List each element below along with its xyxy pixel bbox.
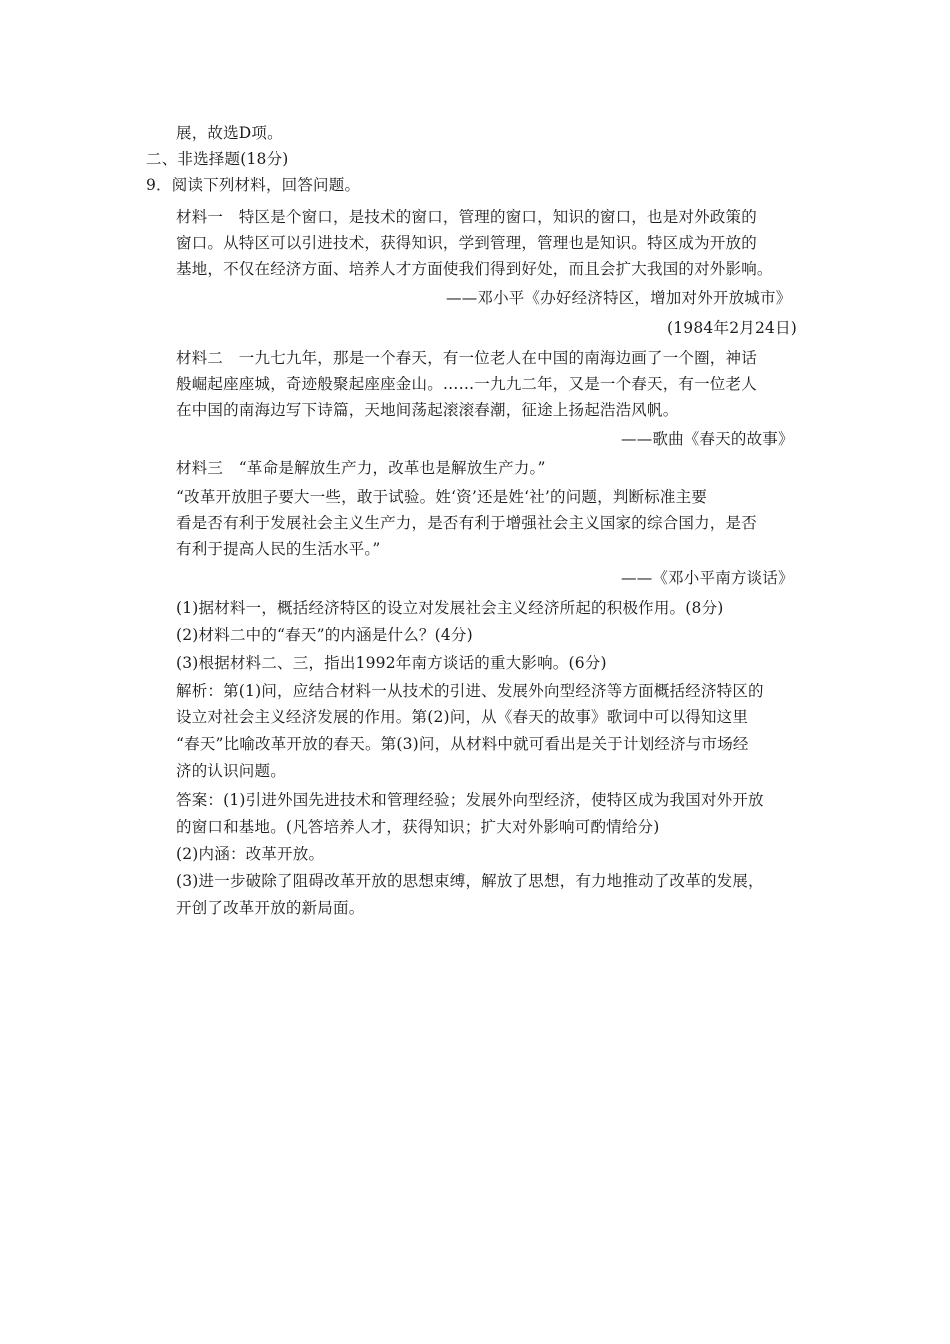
material-one-line: 窗口。从特区可以引进技术，获得知识，学到管理，管理也是知识。特区成为开放的 — [176, 234, 757, 252]
material-three-line: 材料三 “革命是解放生产力，改革也是解放生产力。” — [176, 459, 546, 477]
answer-line: (2)内涵：改革开放。 — [176, 845, 325, 863]
analysis-line: 解析：第(1)问，应结合材料一从技术的引进、发展外向型经济等方面概括经济特区的 — [176, 682, 764, 700]
sub-question-1: (1)据材料一，概括经济特区的设立对发展社会主义经济所起的积极作用。(8分) — [176, 599, 724, 617]
analysis-line: “春天”比喻改革开放的春天。第(3)问，从材料中就可看出是关于计划经济与市场经 — [176, 735, 749, 753]
material-one-date: (1984年2月24日) — [667, 319, 798, 337]
answer-line: 的窗口和基地。(凡答培养人才，获得知识；扩大对外影响可酌情给分) — [176, 818, 660, 836]
question-stem: 9．阅读下列材料，回答问题。 — [146, 176, 361, 194]
answer-line: 开创了改革开放的新局面。 — [176, 899, 365, 917]
material-two-line: 在中国的南海边写下诗篇，天地间荡起滚滚春潮，征途上扬起浩浩风帆。 — [176, 401, 679, 419]
material-three-line: 有利于提高人民的生活水平。” — [176, 540, 381, 558]
material-two-line: 材料二 一九七九年，那是一个春天，有一位老人在中国的南海边画了一个圈，神话 — [176, 349, 757, 367]
material-one-source: ——邓小平《办好经济特区，增加对外开放城市》 — [446, 289, 792, 307]
answer-line: 答案：(1)引进外国先进技术和管理经验；发展外向型经济，使特区成为我国对外开放 — [176, 791, 764, 809]
analysis-line: 济的认识问题。 — [176, 762, 286, 780]
section-heading: 二、非选择题(18分) — [146, 150, 289, 168]
material-two-line: 般崛起座座城，奇迹般聚起座座金山。……一九九二年，又是一个春天，有一位老人 — [176, 375, 757, 393]
answer-line: (3)进一步破除了阻碍改革开放的思想束缚，解放了思想，有力地推动了改革的发展， — [176, 872, 764, 890]
sub-question-2: (2)材料二中的“春天”的内涵是什么？(4分) — [176, 626, 473, 644]
material-three-source: ——《邓小平南方谈话》 — [621, 569, 794, 587]
prev-answer-continuation: 展，故选D项。 — [176, 124, 283, 142]
material-three-line: 看是否有利于发展社会主义生产力，是否有利于增强社会主义国家的综合国力，是否 — [176, 514, 757, 532]
material-two-source: ——歌曲《春天的故事》 — [621, 430, 794, 448]
material-one-line: 材料一 特区是个窗口，是技术的窗口，管理的窗口，知识的窗口，也是对外政策的 — [176, 208, 757, 226]
material-three-line: “改革开放胆子要大一些，敢于试验。姓‘资’还是姓‘社’的问题，判断标准主要 — [176, 488, 708, 506]
sub-question-3: (3)根据材料二、三，指出1992年南方谈话的重大影响。(6分) — [176, 654, 607, 672]
material-one-line: 基地，不仅在经济方面、培养人才方面使我们得到好处，而且会扩大我国的对外影响。 — [176, 260, 773, 278]
analysis-line: 设立对社会主义经济发展的作用。第(2)问，从《春天的故事》歌词中可以得知这里 — [176, 708, 749, 726]
